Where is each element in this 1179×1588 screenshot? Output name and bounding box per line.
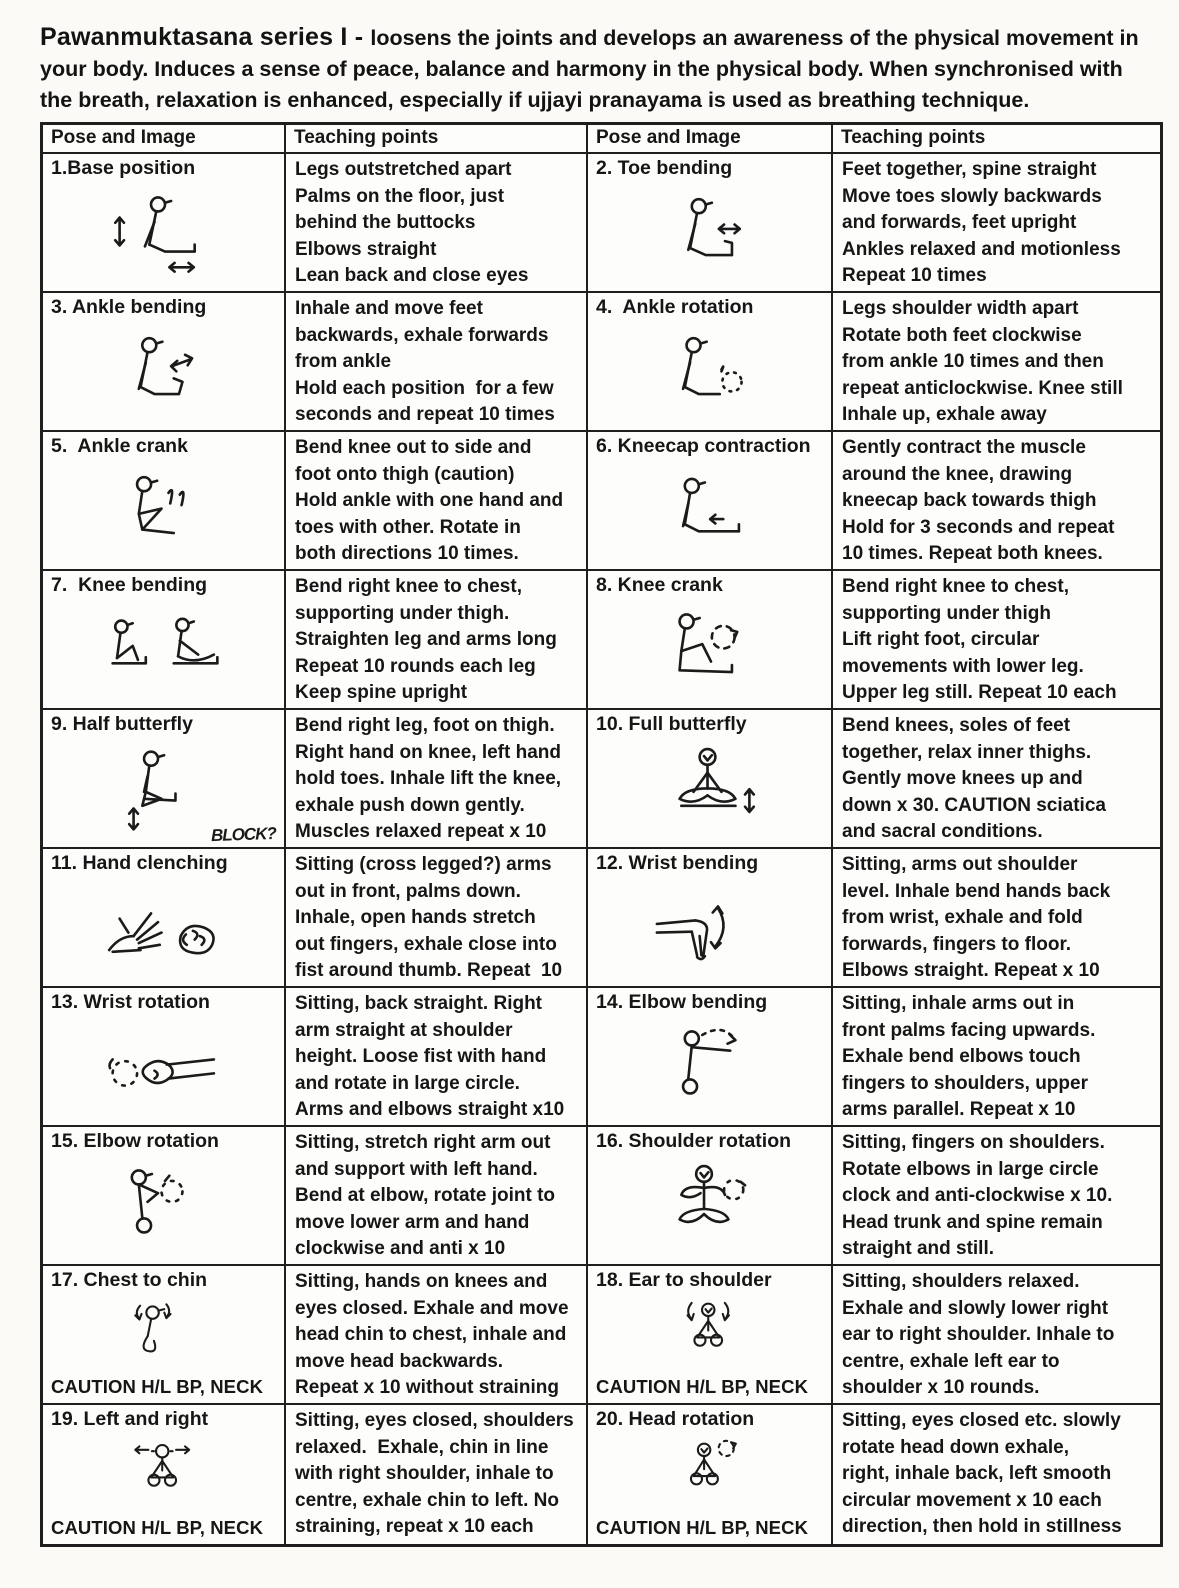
teaching-line: height. Loose fist with hand [295, 1046, 547, 1067]
table-header-teaching-points: Teaching points [286, 125, 588, 154]
teaching-line: movements with lower leg. [842, 655, 1084, 677]
teaching-line: relaxed. Exhale, chin in line [295, 1436, 549, 1458]
pose-figure-wrap [596, 876, 825, 984]
teaching-line: Hold ankle with one hand and [295, 490, 564, 511]
teaching-line: Elbows straight [295, 238, 437, 260]
pose-name: 4. Ankle rotation [596, 296, 754, 318]
stick-figure-elbow-rotation [90, 1160, 240, 1256]
stick-figure-ankle-rotation [636, 326, 786, 422]
pose-figure-wrap [51, 320, 278, 428]
pose-cell [588, 154, 833, 293]
pose-figure-wrap [51, 181, 278, 289]
teaching-line: toes with other. Rotate in [295, 516, 521, 538]
pose-figure-wrap [51, 737, 278, 845]
teaching-line: from ankle [295, 351, 392, 372]
teaching-line: Sitting, hands on knees and [295, 1271, 548, 1292]
pose-name: 5. Ankle crank [51, 435, 188, 457]
teaching-points-cell [286, 1266, 588, 1405]
stick-figure-kneecap-contraction [636, 465, 786, 561]
pose-name: 12. Wrist bending [596, 852, 759, 874]
teaching-points-cell [286, 1127, 588, 1266]
stick-figure-toe-bending [636, 187, 786, 283]
teaching-line: Sitting, eyes closed etc. slowly [842, 1410, 1121, 1431]
pose-cell [588, 432, 833, 571]
teaching-line: Palms on the floor, just [295, 185, 505, 207]
teaching-line: Sitting, fingers on shoulders. [842, 1132, 1105, 1153]
teaching-line: supporting under thigh. [295, 602, 510, 624]
caution-label: CAUTION H/L BP, NECK [596, 1517, 809, 1538]
teaching-line: straining, repeat x 10 each [295, 1516, 534, 1537]
teaching-line: Bend knee out to side and [295, 437, 532, 458]
stick-figure-full-butterfly [636, 743, 786, 839]
pose-cell [588, 1266, 833, 1405]
pose-cell [588, 293, 833, 432]
teaching-line: Repeat 10 times [842, 265, 987, 286]
teaching-line: direction, then hold in stillness [842, 1516, 1122, 1537]
teaching-line: Repeat x 10 without straining [295, 1377, 559, 1398]
pose-cell [43, 849, 286, 988]
handwritten-annotation: BLOCK? [210, 823, 277, 846]
caution-label: CAUTION H/L BP, NECK [51, 1517, 264, 1538]
teaching-line: straight and still. [842, 1238, 995, 1259]
teaching-line: head chin to chest, inhale and [295, 1324, 567, 1345]
teaching-line: arms parallel. Repeat x 10 [842, 1099, 1076, 1120]
teaching-line: move head backwards. [295, 1350, 504, 1372]
teaching-line: Bend knees, soles of feet [842, 715, 1071, 736]
pose-cell [43, 710, 286, 849]
pose-figure-wrap [51, 1293, 278, 1375]
teaching-line: Gently contract the muscle [842, 437, 1086, 458]
stick-figure-ear-to-shoulder [652, 1296, 770, 1372]
stick-figure-half-butterfly [90, 743, 240, 839]
pose-name: 8. Knee crank [596, 574, 723, 596]
teaching-line: front palms facing upwards. [842, 1019, 1096, 1041]
teaching-line: centre, exhale left ear to [842, 1350, 1060, 1372]
teaching-points-cell [833, 1266, 1160, 1405]
pose-name: 2. Toe bending [596, 157, 733, 179]
teaching-line: Sitting, inhale arms out in [842, 993, 1075, 1014]
teaching-points-cell [833, 710, 1160, 849]
teaching-line: out in front, palms down. [295, 880, 521, 902]
pose-figure-wrap [596, 1432, 825, 1516]
teaching-line: Repeat 10 rounds each leg [295, 655, 536, 677]
teaching-line: and support with left hand. [295, 1158, 538, 1180]
teaching-line: down x 30. CAUTION sciatica [842, 794, 1106, 816]
caution-label: CAUTION H/L BP, NECK [51, 1376, 264, 1397]
teaching-line: shoulder x 10 rounds. [842, 1377, 1040, 1398]
teaching-points-cell [833, 849, 1160, 988]
pose-name: 7. Knee bending [51, 574, 208, 596]
pose-cell [588, 1405, 833, 1544]
teaching-line: Bend at elbow, rotate joint to [295, 1185, 556, 1206]
teaching-points-cell [833, 293, 1160, 432]
pose-name: 1.Base position [51, 157, 196, 179]
pose-cell [43, 293, 286, 432]
teaching-line: Move toes slowly backwards [842, 185, 1102, 207]
pose-cell [588, 571, 833, 710]
teaching-line: circular movement x 10 each [842, 1489, 1102, 1511]
teaching-line: Lean back and close eyes [295, 265, 529, 286]
teaching-line: forwards, fingers to floor. [842, 933, 1072, 955]
pose-figure-wrap [51, 598, 278, 706]
teaching-points-cell [833, 1127, 1160, 1266]
teaching-line: ear to right shoulder. Inhale to [842, 1324, 1115, 1345]
teaching-points-cell [833, 1405, 1160, 1544]
pose-figure-wrap [596, 320, 825, 428]
teaching-line: fingers to shoulders, upper [842, 1072, 1088, 1094]
teaching-line: and rotate in large circle. [295, 1072, 520, 1094]
teaching-line: Right hand on knee, left hand [295, 741, 561, 763]
teaching-line: Inhale and move feet [295, 298, 483, 319]
teaching-line: backwards, exhale forwards [295, 324, 549, 346]
stick-figure-ankle-crank [90, 465, 240, 561]
teaching-points-cell [286, 571, 588, 710]
teaching-line: with right shoulder, inhale to [295, 1463, 554, 1484]
teaching-line: Arms and elbows straight x10 [295, 1099, 565, 1120]
pose-name: 14. Elbow bending [596, 991, 768, 1013]
pose-table [40, 122, 1163, 1547]
pose-name: 19. Left and right [51, 1408, 209, 1430]
table-header-pose-and-image: Pose and Image [43, 125, 286, 154]
stick-figure-wrist-rotation [90, 1021, 240, 1117]
teaching-line: eyes closed. Exhale and move [295, 1297, 569, 1319]
teaching-line: supporting under thigh [842, 602, 1051, 624]
pose-name: 17. Chest to chin [51, 1269, 208, 1291]
teaching-points-cell [286, 988, 588, 1127]
teaching-line: Ankles relaxed and motionless [842, 238, 1121, 260]
pose-cell [43, 1266, 286, 1405]
teaching-line: 10 times. Repeat both knees. [842, 543, 1103, 564]
pose-name: 13. Wrist rotation [51, 991, 210, 1013]
table-header-teaching-points: Teaching points [833, 125, 1160, 154]
teaching-line: from wrist, exhale and fold [842, 907, 1083, 928]
teaching-points-cell [833, 988, 1160, 1127]
teaching-line: Upper leg still. Repeat 10 each [842, 682, 1117, 703]
pose-name: 16. Shoulder rotation [596, 1130, 792, 1152]
teaching-line: Sitting, stretch right arm out [295, 1132, 551, 1153]
teaching-line: Rotate elbows in large circle [842, 1158, 1099, 1180]
pose-name: 6. Kneecap contraction [596, 435, 811, 457]
teaching-points-cell [286, 432, 588, 571]
teaching-line: repeat anticlockwise. Knee still [842, 377, 1123, 399]
teaching-line: and sacral conditions. [842, 821, 1043, 842]
pose-name: 18. Ear to shoulder [596, 1269, 772, 1291]
teaching-line: arm straight at shoulder [295, 1019, 513, 1041]
teaching-line: clock and anti-clockwise x 10. [842, 1185, 1113, 1206]
pose-cell [43, 432, 286, 571]
teaching-line: and forwards, feet upright [842, 212, 1077, 233]
teaching-line: Straighten leg and arms long [295, 629, 557, 650]
teaching-line: clockwise and anti x 10 [295, 1238, 506, 1259]
pose-cell [43, 1127, 286, 1266]
teaching-line: move lower arm and hand [295, 1211, 530, 1233]
pose-cell [43, 1405, 286, 1544]
teaching-line: both directions 10 times. [295, 543, 519, 564]
teaching-line: Hold for 3 seconds and repeat [842, 516, 1115, 538]
pose-figure-wrap [596, 1154, 825, 1262]
stick-figure-knee-bending [90, 604, 240, 700]
teaching-points-cell [286, 154, 588, 293]
teaching-points-cell [286, 1405, 588, 1544]
stick-figure-knee-crank [636, 604, 786, 700]
teaching-line: behind the buttocks [295, 212, 476, 233]
pose-name: 15. Elbow rotation [51, 1130, 219, 1152]
teaching-line: Legs outstretched apart [295, 159, 512, 180]
teaching-line: Exhale bend elbows touch [842, 1046, 1081, 1067]
teaching-line: Bend right leg, foot on thigh. [295, 715, 555, 736]
teaching-line: Sitting, shoulders relaxed. [842, 1271, 1080, 1292]
pose-figure-wrap [596, 459, 825, 567]
stick-figure-base-position [90, 187, 240, 283]
teaching-line: Inhale, open hands stretch [295, 907, 536, 928]
pose-figure-wrap [51, 1432, 278, 1516]
teaching-line: exhale push down gently. [295, 794, 525, 816]
teaching-line: Exhale and slowly lower right [842, 1297, 1109, 1319]
teaching-line: Elbows straight. Repeat x 10 [842, 960, 1100, 981]
teaching-line: Lift right foot, circular [842, 629, 1040, 650]
teaching-line: Muscles relaxed repeat x 10 [295, 821, 547, 842]
table-header-pose-and-image: Pose and Image [588, 125, 833, 154]
teaching-line: Legs shoulder width apart [842, 298, 1079, 319]
teaching-line: kneecap back towards thigh [842, 490, 1097, 511]
pose-figure-wrap [596, 598, 825, 706]
pose-figure-wrap [51, 1015, 278, 1123]
teaching-line: hold toes. Inhale lift the knee, [295, 768, 562, 789]
page-title [40, 22, 1140, 116]
pose-figure-wrap [51, 459, 278, 567]
pose-name: 11. Hand clenching [51, 852, 228, 874]
teaching-points-cell [833, 154, 1160, 293]
page-title-body: loosens the joints and develops an awareness of the physical movement in your body. Induces a sense of peace, balance and harmony in the physical body. When synchronised with the breath, relaxation is enhanced, especially if ujjayi pranayama is used as breathing technique. [40, 26, 1139, 112]
pose-figure-wrap [596, 181, 825, 289]
page-title-lead: Pawanmuktasana series I - [40, 23, 371, 51]
teaching-line: Hold each position for a few [295, 377, 554, 399]
teaching-line: out fingers, exhale close into [295, 933, 557, 955]
teaching-line: Sitting, back straight. Right [295, 993, 543, 1014]
stick-figure-hand-clenching [90, 882, 240, 978]
pose-figure-wrap [596, 1015, 825, 1123]
teaching-line: Bend right knee to chest, [295, 576, 522, 597]
teaching-line: Rotate both feet clockwise [842, 324, 1082, 346]
teaching-line: level. Inhale bend hands back [842, 880, 1111, 902]
teaching-line: Sitting, eyes closed, shoulders [295, 1410, 574, 1431]
pose-figure-wrap [596, 1293, 825, 1375]
teaching-line: Keep spine upright [295, 682, 468, 703]
teaching-line: from ankle 10 times and then [842, 351, 1104, 372]
stick-figure-elbow-bending [636, 1021, 786, 1117]
teaching-points-cell [833, 432, 1160, 571]
stick-figure-shoulder-rotation [636, 1160, 786, 1256]
teaching-line: together, relax inner thighs. [842, 741, 1092, 763]
pose-cell [588, 1127, 833, 1266]
pose-cell [43, 988, 286, 1127]
pose-cell [588, 988, 833, 1127]
pose-cell [588, 710, 833, 849]
pose-name: 10. Full butterfly [596, 713, 747, 735]
teaching-line: Sitting (cross legged?) arms [295, 854, 552, 875]
pose-figure-wrap [51, 876, 278, 984]
teaching-points-cell [286, 710, 588, 849]
stick-figure-head-rotation [652, 1436, 770, 1512]
teaching-points-cell [833, 571, 1160, 710]
teaching-line: seconds and repeat 10 times [295, 404, 555, 425]
teaching-line: Head trunk and spine remain [842, 1211, 1103, 1233]
pose-cell [43, 571, 286, 710]
teaching-line: Feet together, spine straight [842, 159, 1097, 180]
teaching-line: centre, exhale chin to left. No [295, 1489, 559, 1511]
pose-cell [43, 154, 286, 293]
stick-figure-wrist-bending [636, 882, 786, 978]
pose-cell [588, 849, 833, 988]
pose-name: 3. Ankle bending [51, 296, 207, 318]
stick-figure-chest-to-chin [106, 1296, 224, 1372]
pose-figure-wrap [596, 737, 825, 845]
teaching-line: right, inhale back, left smooth [842, 1463, 1112, 1484]
teaching-line: Gently move knees up and [842, 768, 1083, 789]
caution-label: CAUTION H/L BP, NECK [596, 1376, 809, 1397]
teaching-line: foot onto thigh (caution) [295, 463, 515, 485]
teaching-line: Sitting, arms out shoulder [842, 854, 1078, 875]
pose-name: 9. Half butterfly [51, 713, 193, 735]
teaching-points-cell [286, 849, 588, 988]
teaching-points-cell [286, 293, 588, 432]
teaching-line: rotate head down exhale, [842, 1436, 1069, 1458]
pose-name: 20. Head rotation [596, 1408, 755, 1430]
teaching-line: fist around thumb. Repeat 10 [295, 960, 563, 981]
teaching-line: Inhale up, exhale away [842, 404, 1047, 425]
stick-figure-left-and-right [106, 1436, 224, 1512]
teaching-line: Bend right knee to chest, [842, 576, 1069, 597]
pose-figure-wrap [51, 1154, 278, 1262]
stick-figure-ankle-bending [90, 326, 240, 422]
teaching-line: around the knee, drawing [842, 463, 1073, 485]
